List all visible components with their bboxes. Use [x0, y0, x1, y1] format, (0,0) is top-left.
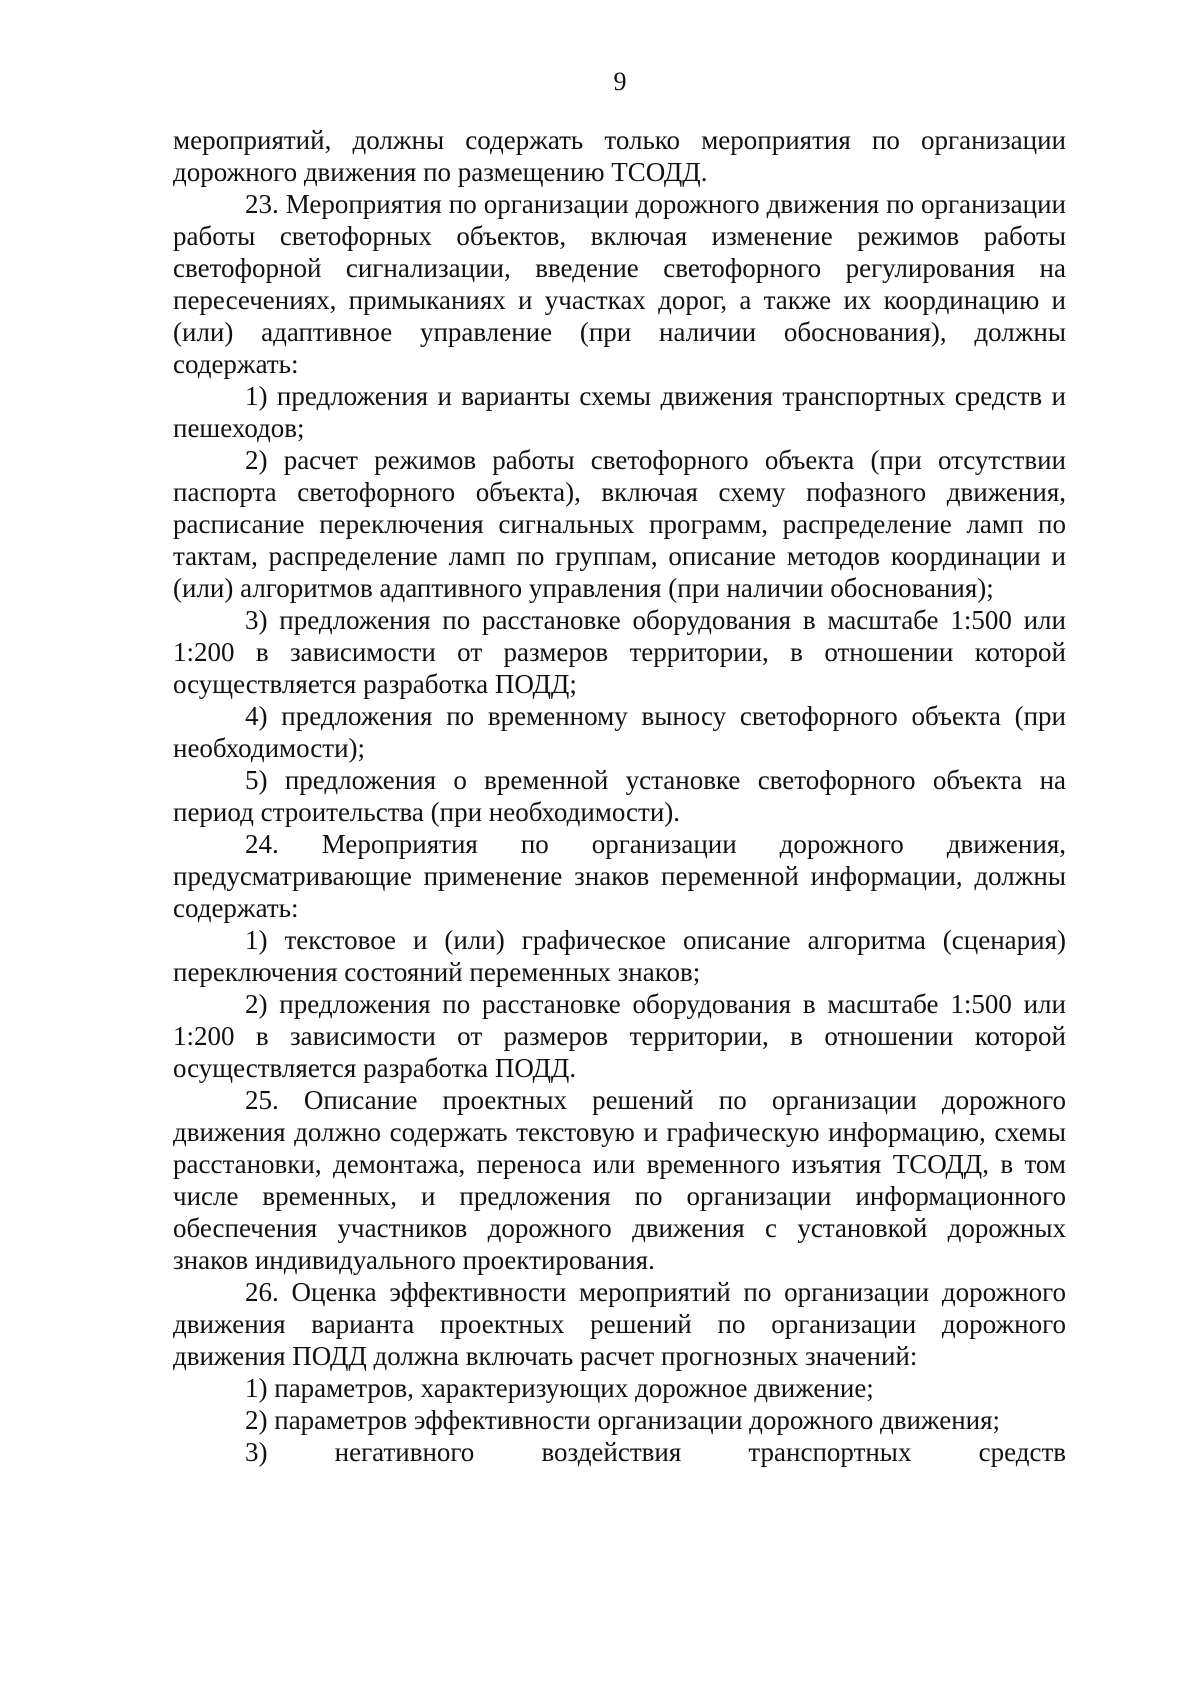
paragraph-item-23: 23. Мероприятия по организации дорожного движения по организации работы светофорных объектов, включая изменение режимов работы светофорной сигнализации, введение светофорного регулирования на пересечениях, примыканиях и участках дорог, а также их координацию и (или) адаптивное управление (при наличии обоснования), должны содержать:	[173, 189, 1066, 379]
paragraph-23-subitem-2: 2) расчет режимов работы светофорного объекта (при отсутствии паспорта светофорного объекта), включая схему пофазного движения, расписание переключения сигнальных программ, распределение ламп по тактам, распределение ламп по группам, описание методов координации и (или) алгоритмов адаптивного управления (при наличии обоснования);	[173, 445, 1066, 603]
paragraph-23-subitem-1: 1) предложения и варианты схемы движения транспортных средств и пешеходов;	[173, 381, 1066, 443]
paragraph-24-subitem-2: 2) предложения по расстановке оборудования в масштабе 1:500 или 1:200 в зависимости от размеров территории, в отношении которой осуществляется разработка ПОДД.	[173, 989, 1066, 1083]
page-number: 9	[613, 67, 627, 96]
paragraph-23-subitem-5: 5) предложения о временной установке светофорного объекта на период строительства (при необходимости).	[173, 765, 1066, 827]
paragraph-26-subitem-3: 3) негативного воздействия транспортных средств	[245, 1437, 1066, 1467]
paragraph-26-subitem-1: 1) параметров, характеризующих дорожное движение;	[245, 1373, 874, 1403]
paragraph-item-24: 24. Мероприятия по организации дорожного движения, предусматривающие применение знаков переменной информации, должны содержать:	[173, 829, 1066, 923]
paragraph-23-subitem-4: 4) предложения по временному выносу светофорного объекта (при необходимости);	[173, 701, 1066, 763]
paragraph-item-26: 26. Оценка эффективности мероприятий по организации дорожного движения варианта проектных решений по организации дорожного движения ПОДД должна включать расчет прогнозных значений:	[173, 1277, 1066, 1371]
paragraph-24-subitem-1: 1) текстовое и (или) графическое описание алгоритма (сценария) переключения состояний переменных знаков;	[173, 925, 1066, 987]
paragraph-item-25: 25. Описание проектных решений по организации дорожного движения должно содержать текстовую и графическую информацию, схемы расстановки, демонтажа, переноса или временного изъятия ТСОДД, в том числе временных, и предложения по организации информационного обеспечения участников дорожного движения с установкой дорожных знаков индивидуального проектирования.	[173, 1085, 1066, 1275]
paragraph-continuation: мероприятий, должны содержать только мероприятия по организации дорожного движения по размещению ТСОДД.	[173, 125, 1066, 187]
document-body	[173, 124, 1066, 1468]
paragraph-23-subitem-3: 3) предложения по расстановке оборудования в масштабе 1:500 или 1:200 в зависимости от размеров территории, в отношении которой осуществляется разработка ПОДД;	[173, 605, 1066, 699]
paragraph-26-subitem-2: 2) параметров эффективности организации дорожного движения;	[245, 1405, 1001, 1435]
